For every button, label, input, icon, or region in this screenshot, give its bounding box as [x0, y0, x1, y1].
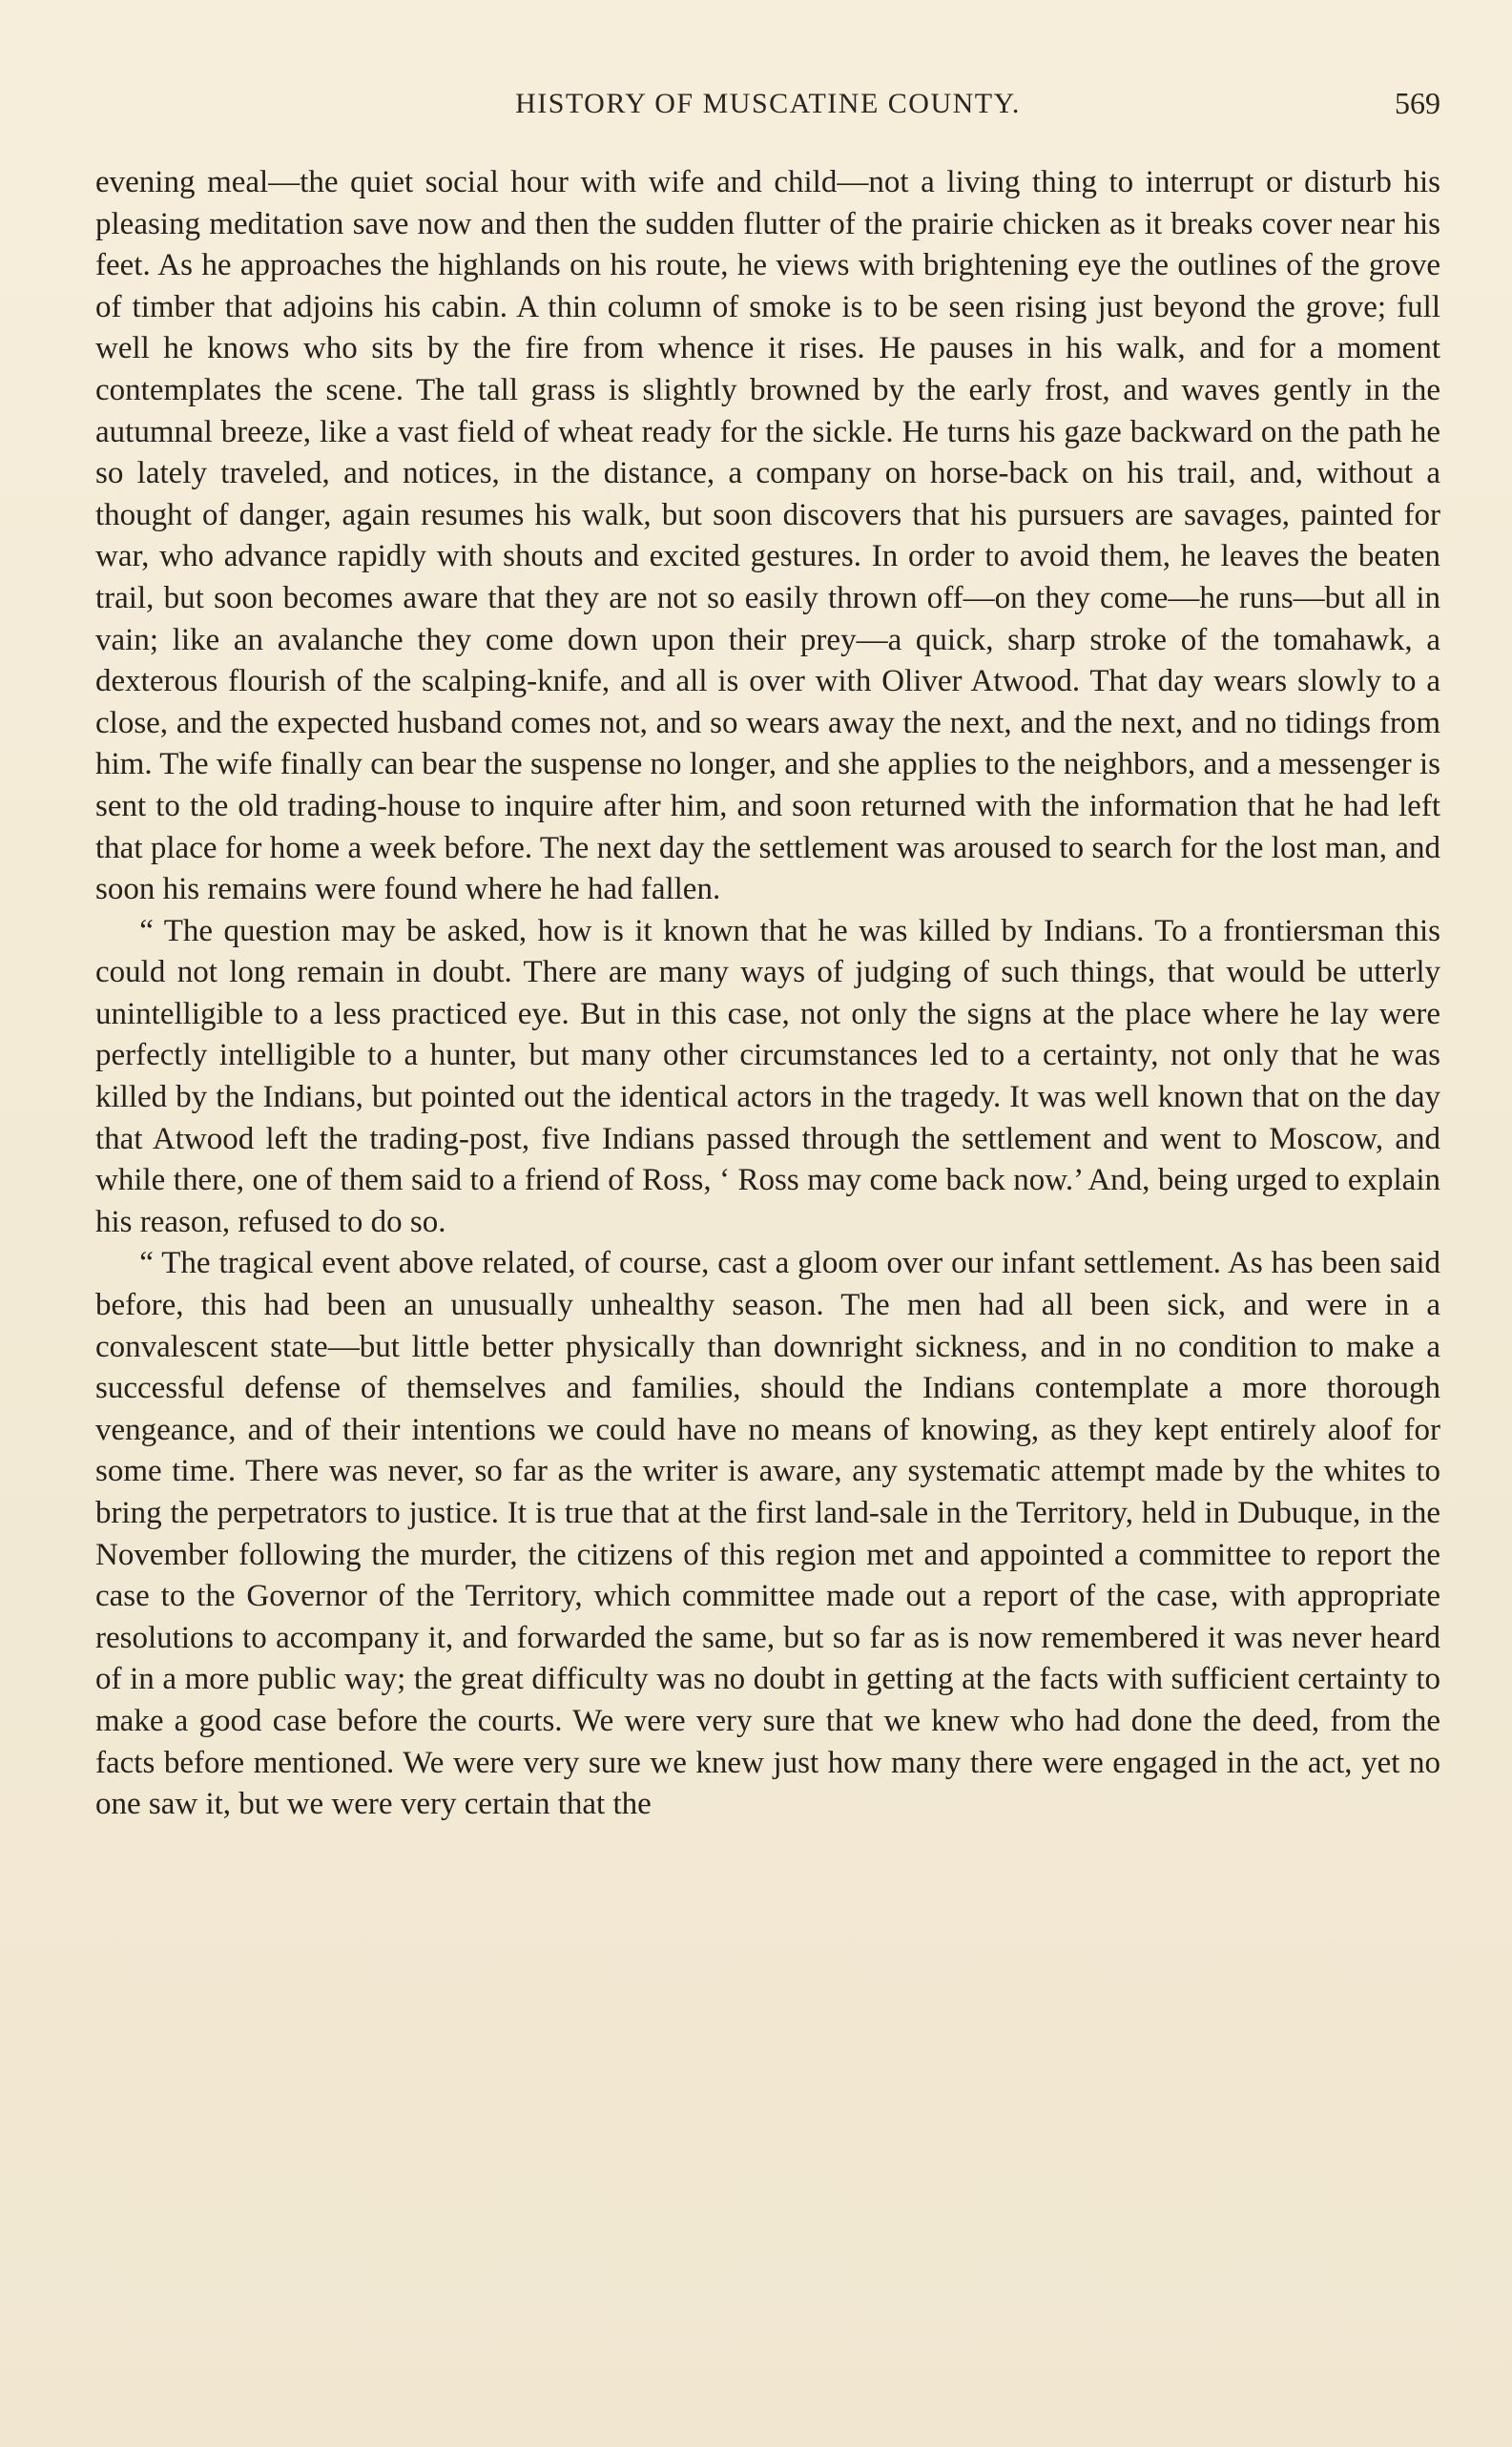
paragraph: “ The tragical event above related, of course, cast a gloom over our infant settlement. As has been said before, this had been an unusually unhealthy season. The men had all been sick, and were in a convalescent state—but little better physically than downright sickness, and in no condition to make a successful defense of themselves and families, should the Indians contemplate a more thorough vengeance, and of their intentions we could have no means of knowing, as they kept entirely aloof for some time. There was never, so far as the writer is aware, any systematic attempt made by the whites to bring the perpetrators to justice. It is true that at the first land-sale in the Territory, held in Dubuque, in the November following the murder, the citizens of this region met and appointed a committee to report the case to the Governor of the Territory, which committee made out a report of the case, with appropriate resolutions to accompany it, and forwarded the same, but so far as is now remembered it was never heard of in a more public way; the great difficulty was no doubt in getting at the facts with sufficient certainty to make a good case before the courts. We were very sure that we knew who had done the deed, from the facts before mentioned. We were very sure we knew just how many there were engaged in the act, yet no one saw it, but we were very certain that the [95, 1246, 1440, 1822]
page-header [95, 84, 1440, 126]
page-number: 569 [1395, 86, 1440, 120]
running-title: HISTORY OF MUSCATINE COUNTY. [515, 88, 1021, 119]
paragraph: evening meal—the quiet social hour with wife and child—not a living thing to interrupt or disturb his pleasing meditation save now and then the sudden flutter of the prairie chicken as it breaks cover near his feet. As he approaches the highlands on his route, he views with brightening eye the outlines of the grove of timber that adjoins his cabin. A thin column of smoke is to be seen rising just beyond the grove; full well he knows who sits by the fire from whence it rises. He pauses in his walk, and for a moment contemplates the scene. The tall grass is slightly browned by the early frost, and waves gently in the autumnal breeze, like a vast field of wheat ready for the sickle. He turns his gaze backward on the path he so lately traveled, and notices, in the distance, a company on horse-back on his trail, and, without a thought of danger, again resumes his walk, but soon discovers that his pursuers are savages, painted for war, who advance rapidly with shouts and excited gestures. In order to avoid them, he leaves the beaten trail, but soon becomes aware that they are not so easily thrown off—on they come—he runs—but all in vain; like an avalanche they come down upon their prey—a quick, sharp stroke of the tomahawk, a dexterous flourish of the scalping-knife, and all is over with Oliver Atwood. That day wears slowly to a close, and the expected husband comes not, and so wears away the next, and the next, and no tidings from him. The wife finally can bear the suspense no longer, and she applies to the neighbors, and a messenger is sent to the old trading-house to inquire after him, and soon returned with the information that he had left that place for home a week before. The next day the settlement was aroused to search for the lost man, and soon his remains were found where he had fallen. [95, 165, 1440, 907]
body-text [95, 162, 1440, 1826]
paragraph: “ The question may be asked, how is it known that he was killed by Indians. To a frontiersman this could not long remain in doubt. There are many ways of judging of such things, that would be utterly unintelligible to a less practiced eye. But in this case, not only the signs at the place where he lay were perfectly intelligible to a hunter, but many other circumstances led to a certainty, not only that he was killed by the Indians, but pointed out the identical actors in the tragedy. It was well known that on the day that Atwood left the trading-post, five Indians passed through the settlement and went to Moscow, and while there, one of them said to a friend of Ross, ‘ Ross may come back now.’ And, being urged to explain his reason, refused to do so. [95, 913, 1440, 1239]
